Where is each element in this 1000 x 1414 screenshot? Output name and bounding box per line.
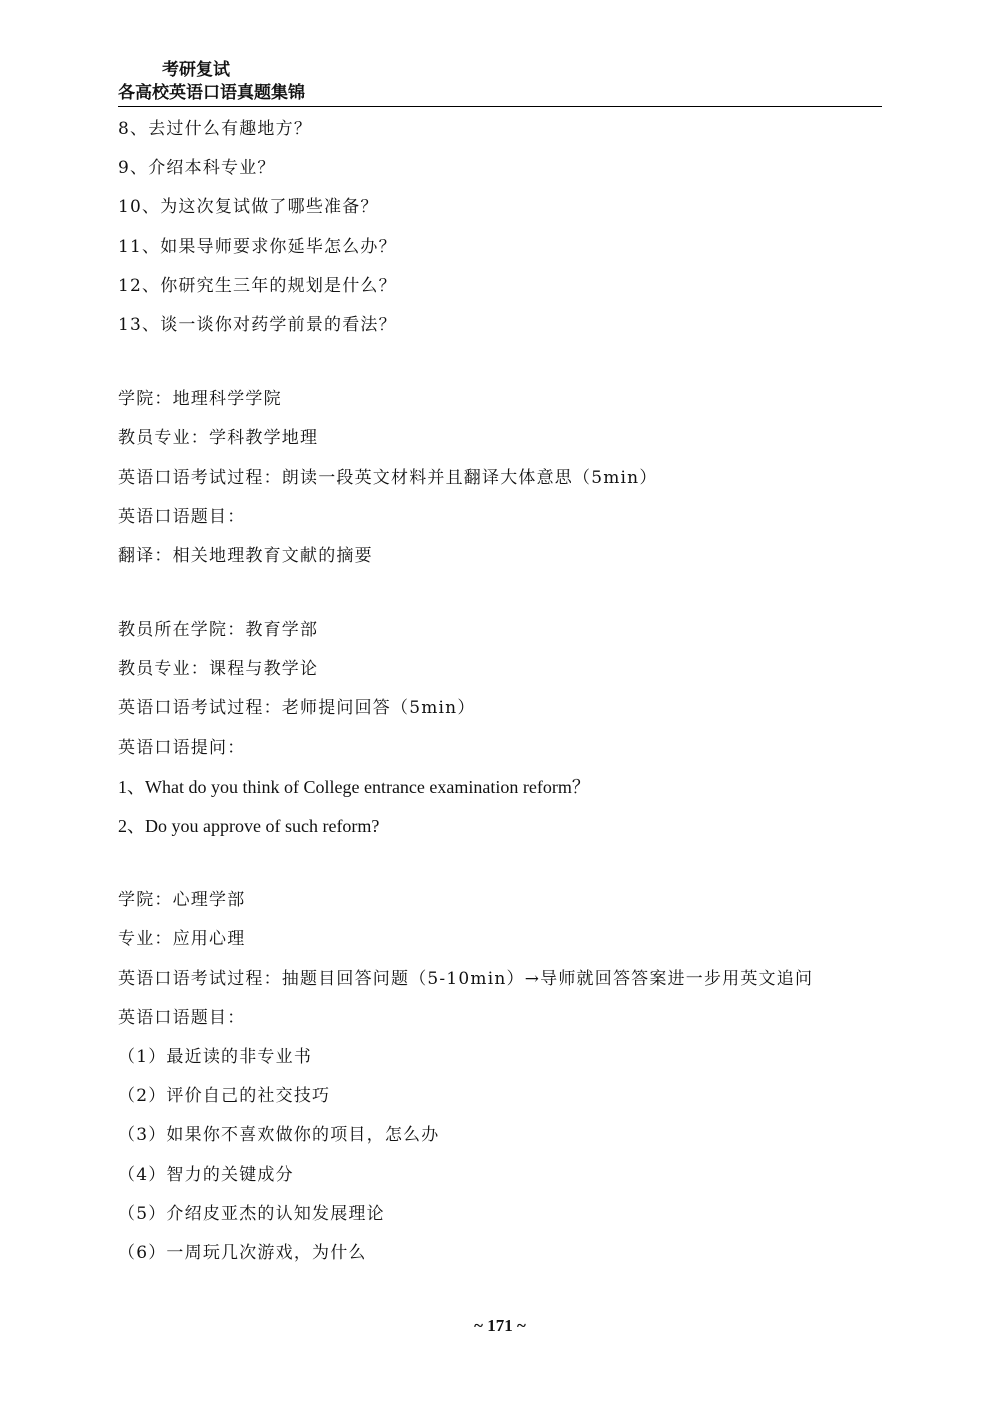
section-psychology	[118, 881, 888, 1273]
page-number: ~ 171 ~	[474, 1316, 526, 1335]
list-item: 8、去过什么有趣地方？	[118, 119, 313, 139]
section-spacer	[118, 846, 888, 881]
list-item: 12、你研究生三年的规划是什么？	[118, 275, 397, 296]
topic-item: （1）最近读的非专业书	[118, 1046, 313, 1067]
list-item: 10、为这次复试做了哪些准备？	[118, 197, 379, 218]
section-education	[118, 611, 888, 846]
english-question: 1、What do you think of College entrance examination reform？	[118, 776, 590, 797]
college-line: 教员所在学院：教育学部	[118, 620, 319, 641]
list-item: 9、介绍本科专业？	[118, 158, 276, 179]
exam-process-line: 英语口语考试过程：老师提问回答（5min）	[118, 698, 476, 719]
major-line: 教员专业：学科教学地理	[118, 428, 319, 449]
header-title: 考研复试	[162, 60, 230, 80]
question-list-top	[118, 110, 888, 345]
major-line: 专业：应用心理	[118, 929, 246, 950]
section-spacer	[118, 576, 888, 611]
college-line: 学院：地理科学学院	[118, 389, 282, 410]
topic-item: （6）一周玩几次游戏，为什么	[118, 1242, 367, 1263]
topic-item: （4）智力的关键成分	[118, 1164, 294, 1185]
exam-process-line: 英语口语考试过程：抽题目回答问题（5-10min）→导师就回答答案进一步用英文追问	[118, 968, 814, 989]
translation-line: 翻译：相关地理教育文献的摘要	[118, 545, 373, 566]
english-question: 2、Do you approve of such reform?	[118, 816, 380, 836]
list-item: 13、谈一谈你对药学前景的看法？	[118, 314, 397, 335]
topic-item: （5）介绍皮亚杰的认知发展理论	[118, 1203, 385, 1224]
topic-item: （2）评价自己的社交技巧	[118, 1086, 331, 1107]
section-spacer	[118, 345, 888, 380]
exam-process-line: 英语口语考试过程：朗读一段英文材料并且翻译大体意思（5min）	[118, 467, 658, 488]
header-subtitle: 各高校英语口语真题集锦	[118, 83, 305, 103]
college-line: 学院：心理学部	[118, 890, 246, 911]
exam-topic-heading: 英语口语题目：	[118, 506, 246, 527]
section-geography	[118, 380, 888, 576]
major-line: 教员专业：课程与教学论	[118, 659, 319, 680]
exam-questions-heading: 英语口语提问：	[118, 737, 246, 758]
header-divider	[118, 106, 882, 107]
page-header	[118, 58, 882, 104]
page-body	[118, 110, 888, 1273]
list-item: 11、如果导师要求你延毕怎么办？	[118, 236, 397, 257]
exam-topic-heading: 英语口语题目：	[118, 1007, 246, 1028]
topic-item: （3）如果你不喜欢做你的项目，怎么办	[118, 1125, 440, 1146]
